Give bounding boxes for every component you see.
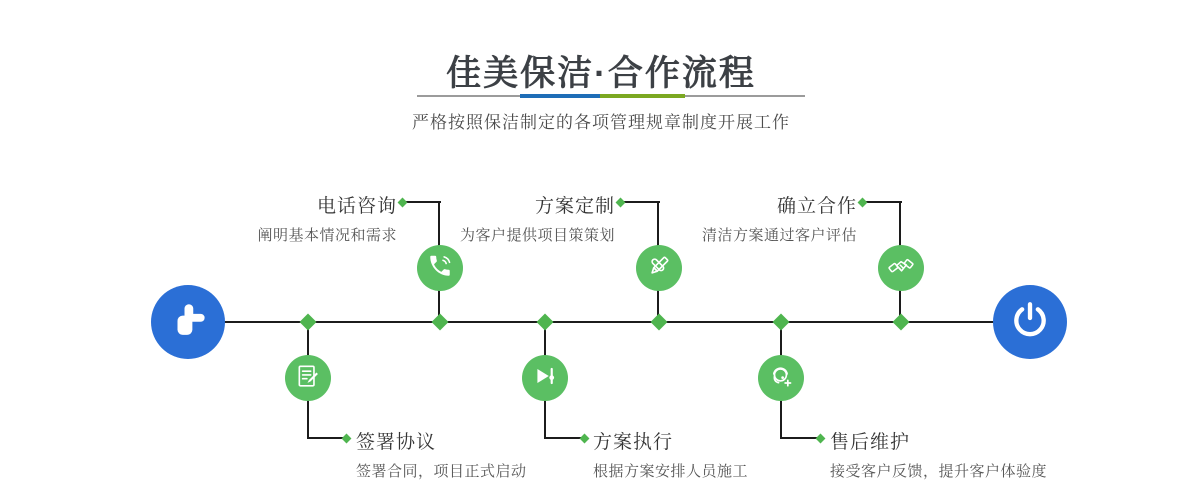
- step-title: 签署协议: [356, 432, 437, 453]
- connector-line: [865, 201, 902, 203]
- play-execute-icon: [532, 363, 558, 394]
- step-desc: 清洁方案通过客户评估: [701, 227, 857, 244]
- step-title-diamond: [342, 434, 352, 444]
- power-icon: [1010, 300, 1050, 345]
- step-title: 电话咨询: [316, 196, 397, 217]
- step-node-design: [636, 245, 682, 291]
- step-block-contract: [356, 427, 616, 481]
- step-title: 方案定制: [534, 196, 615, 217]
- step-title: 售后维护: [830, 432, 911, 453]
- timeline-node-diamond: [651, 314, 668, 331]
- step-title-diamond: [858, 198, 868, 208]
- step-title-diamond: [616, 198, 626, 208]
- timeline-node-diamond: [893, 314, 910, 331]
- page-title: 佳美保洁·合作流程: [446, 54, 756, 93]
- timeline-node-diamond: [773, 314, 790, 331]
- step-node-aftersales: [758, 355, 804, 401]
- step-node-execute: [522, 355, 568, 401]
- divider-accent-green: [600, 94, 685, 98]
- phone-icon: [427, 253, 453, 284]
- start-node: [151, 285, 225, 359]
- step-node-handshake: [878, 245, 924, 291]
- design-tools-icon: [646, 253, 672, 284]
- step-desc: 根据方案安排人员施工: [593, 463, 749, 480]
- page-subtitle: 严格按照保洁制定的各项管理规章制度开展工作: [412, 113, 790, 132]
- handshake-icon: [888, 253, 914, 284]
- headset-support-icon: [768, 363, 794, 394]
- timeline-node-diamond: [432, 314, 449, 331]
- step-block-aftersales: [830, 427, 1110, 481]
- step-block-phone: [197, 191, 397, 245]
- pointing-hand-icon: [167, 299, 209, 346]
- divider-accent-blue: [520, 94, 600, 98]
- contract-signing-icon: [295, 363, 321, 394]
- timeline-node-diamond: [300, 314, 317, 331]
- step-desc: 签署合同，项目正式启动: [356, 463, 527, 480]
- step-block-cooperation: [657, 191, 857, 245]
- end-node: [993, 285, 1067, 359]
- connector-line: [623, 201, 660, 203]
- step-node-phone: [417, 245, 463, 291]
- timeline-node-diamond: [537, 314, 554, 331]
- step-desc: 为客户提供项目策策划: [459, 227, 615, 244]
- step-title: 方案执行: [593, 432, 674, 453]
- step-title-diamond: [398, 198, 408, 208]
- connector-line: [307, 437, 345, 439]
- step-block-design: [415, 191, 615, 245]
- step-desc: 阐明基本情况和需求: [257, 227, 397, 244]
- step-title: 确立合作: [776, 196, 857, 217]
- step-block-execute: [593, 427, 853, 481]
- step-node-contract: [285, 355, 331, 401]
- step-desc: 接受客户反馈，提升客户体验度: [830, 463, 1048, 480]
